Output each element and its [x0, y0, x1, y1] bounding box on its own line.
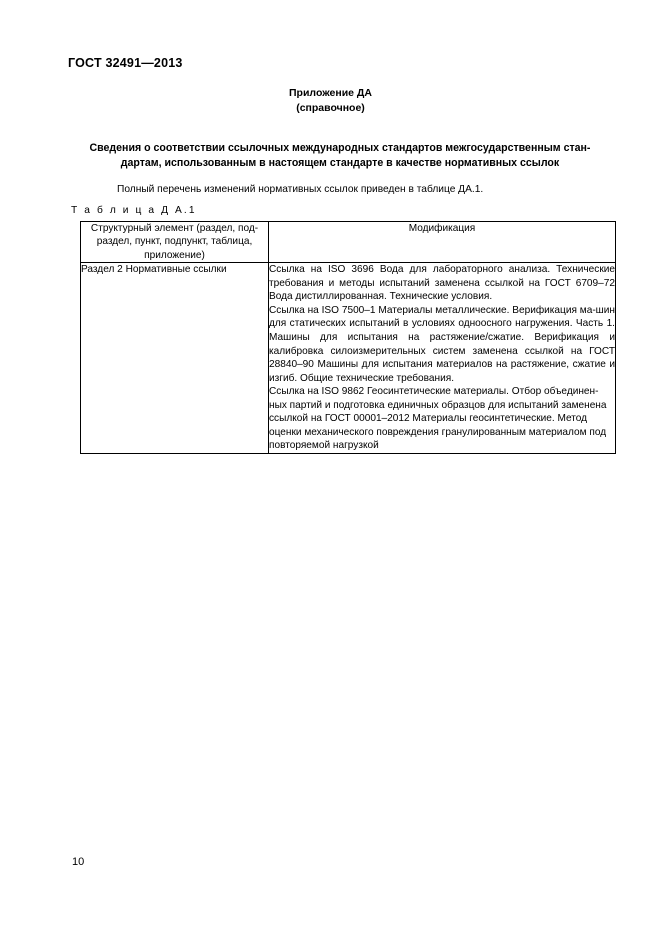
- reference-correspondence-table: [80, 221, 616, 454]
- table-header-modification: Модификация: [269, 222, 616, 263]
- page-title-line-2: дартам, использованным в настоящем стандарте в качестве нормативных ссылок: [120, 156, 560, 169]
- table-header-structural-element: [81, 222, 269, 263]
- cell-structural-element: Раздел 2 Нормативные ссылки: [81, 263, 269, 454]
- table-header-structural-element-line-1: Структурный элемент (раздел, под-: [90, 223, 259, 234]
- table-header-structural-element-line-3: приложение): [144, 249, 205, 261]
- table-header-structural-element-line-2: раздел, пункт, подпункт, таблица,: [96, 236, 253, 248]
- table-row: [81, 263, 616, 454]
- annex-title-block: [0, 86, 661, 116]
- page-title: [80, 141, 600, 170]
- table-header-row: [81, 222, 616, 263]
- modification-paragraph-1: Ссылка на ISO 3696 Вода для лабораторного анализа. Технические требования и методы испытаний заменена ссылкой на ГОСТ 6709–72 Вода дистиллированная. Технические условия.: [269, 264, 615, 303]
- modification-paragraph-3: Ссылка на ISO 9862 Геосинтетические материалы. Отбор объединен-ных партий и подготовка единичных образцов для испытаний заменена ссылкой на ГОСТ 00001–2012 Материалы геосинтетические. Метод оценки механического повреждения гранулированным материалом под повторяемой нагрузкой: [269, 386, 607, 452]
- annex-title: Приложение ДА: [289, 87, 372, 99]
- annex-subtitle: (справочное): [296, 102, 365, 114]
- modification-paragraph-2: Ссылка на ISO 7500–1 Материалы металлические. Верификация ма-шин для статических испытаний в условиях одноосного нагружения. Часть 1. Машины для испытания на растяжение/сжатие. Верификация и калибровка силоизмерительных систем заменена ссылкой на ГОСТ 28840–90 Машины для испытания материалов на растяжение, сжатие и изгиб. Общие технические требования.: [269, 304, 615, 384]
- table-caption: Т а б л и ц а Д А.1: [71, 205, 197, 216]
- cell-modification: [269, 263, 616, 454]
- intro-paragraph: Полный перечень изменений нормативных ссылок приведен в таблице ДА.1.: [117, 184, 484, 195]
- page-number: 10: [72, 856, 85, 868]
- document-standard-header: ГОСТ 32491—2013: [68, 56, 183, 70]
- page-title-line-1: Сведения о соответствии ссылочных международных стандартов межгосударственным стан-: [89, 142, 591, 154]
